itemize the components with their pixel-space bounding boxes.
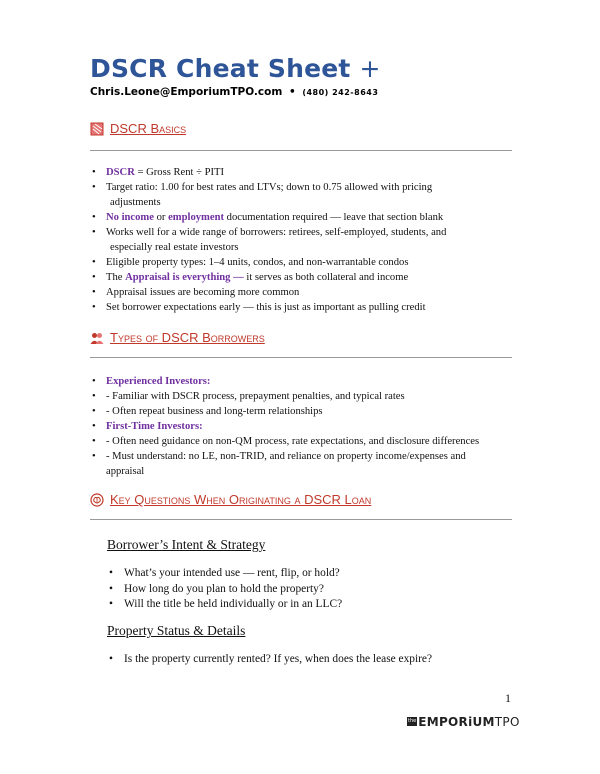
basics-list [90,165,510,315]
list-item: • Is the property currently rented? If yes, when does the lease expire? [107,652,507,668]
list-item: • DSCR = Gross Rent ÷ PITI [90,165,510,180]
list-item: • - Often need guidance on non-QM process, rate expectations, and disclosure differences [90,434,510,449]
list-item: • - Often repeat business and long-term relationships [90,404,510,419]
section-divider [90,357,512,358]
list-item: • - Familiar with DSCR process, prepayment penalties, and typical rates [90,389,510,404]
section-heading-questions [90,492,371,507]
section-title-questions: Key Questions When Originating a DSCR Loan [110,492,372,507]
intent-questions-list [107,566,507,613]
subheading-intent: Borrower’s Intent & Strategy [107,537,266,552]
logo-word-tpo: TPO [494,714,520,729]
document-title [90,54,381,83]
page-number: 1 [505,691,511,705]
emporium-tpo-logo [407,714,520,729]
list-item: • Eligible property types: 1–4 units, condos, and non-warrantable condos [90,255,510,270]
list-item: • First-Time Investors: [90,419,510,434]
section-heading-basics [90,121,186,136]
contact-email[interactable]: Chris.Leone@EmporiumTPO.com [90,86,283,98]
list-item: • Target ratio: 1.00 for best rates and LTVs; down to 0.75 allowed with pricing adjustments [90,180,510,210]
contact-separator: • [288,86,296,98]
book-icon [90,122,104,136]
list-item: • Experienced Investors: [90,374,510,389]
contact-line [90,86,378,98]
list-item: • The Appraisal is everything — it serves as both collateral and income [90,270,510,285]
logo-mark: the [408,718,417,724]
list-item: • - Must understand: no LE, non-TRID, and reliance on property income/expenses and appraisal [90,449,510,479]
property-questions-list [107,652,507,668]
list-item: • Appraisal issues are becoming more common [90,285,510,300]
list-item: • No income or employment documentation required — leave that section blank [90,210,510,225]
list-item: • What’s your intended use — rent, flip, or hold? [107,566,507,582]
section-title-borrowers: Types of DSCR Borrowers [110,330,265,345]
title-plus: + [359,54,381,83]
section-title-basics: DSCR Basics [110,121,187,136]
brain-icon [90,493,104,507]
section-heading-borrowers [90,330,265,345]
section-divider [90,519,512,520]
title-text: DSCR Cheat Sheet [90,54,351,83]
section-divider [90,150,512,151]
list-item: • How long do you plan to hold the property? [107,582,507,598]
logo-word-emporium: EMPORiUM [418,714,495,729]
list-item: • Works well for a wide range of borrowers: retirees, self-employed, students, and especially real estate investors [90,225,510,255]
borrowers-list [90,374,510,479]
people-icon [90,331,104,345]
list-item: • Set borrower expectations early — this is just as important as pulling credit [90,300,510,315]
list-item: • Will the title be held individually or in an LLC? [107,597,507,613]
contact-phone[interactable]: (480) 242-8643 [302,88,379,97]
subheading-property: Property Status & Details [107,623,246,638]
